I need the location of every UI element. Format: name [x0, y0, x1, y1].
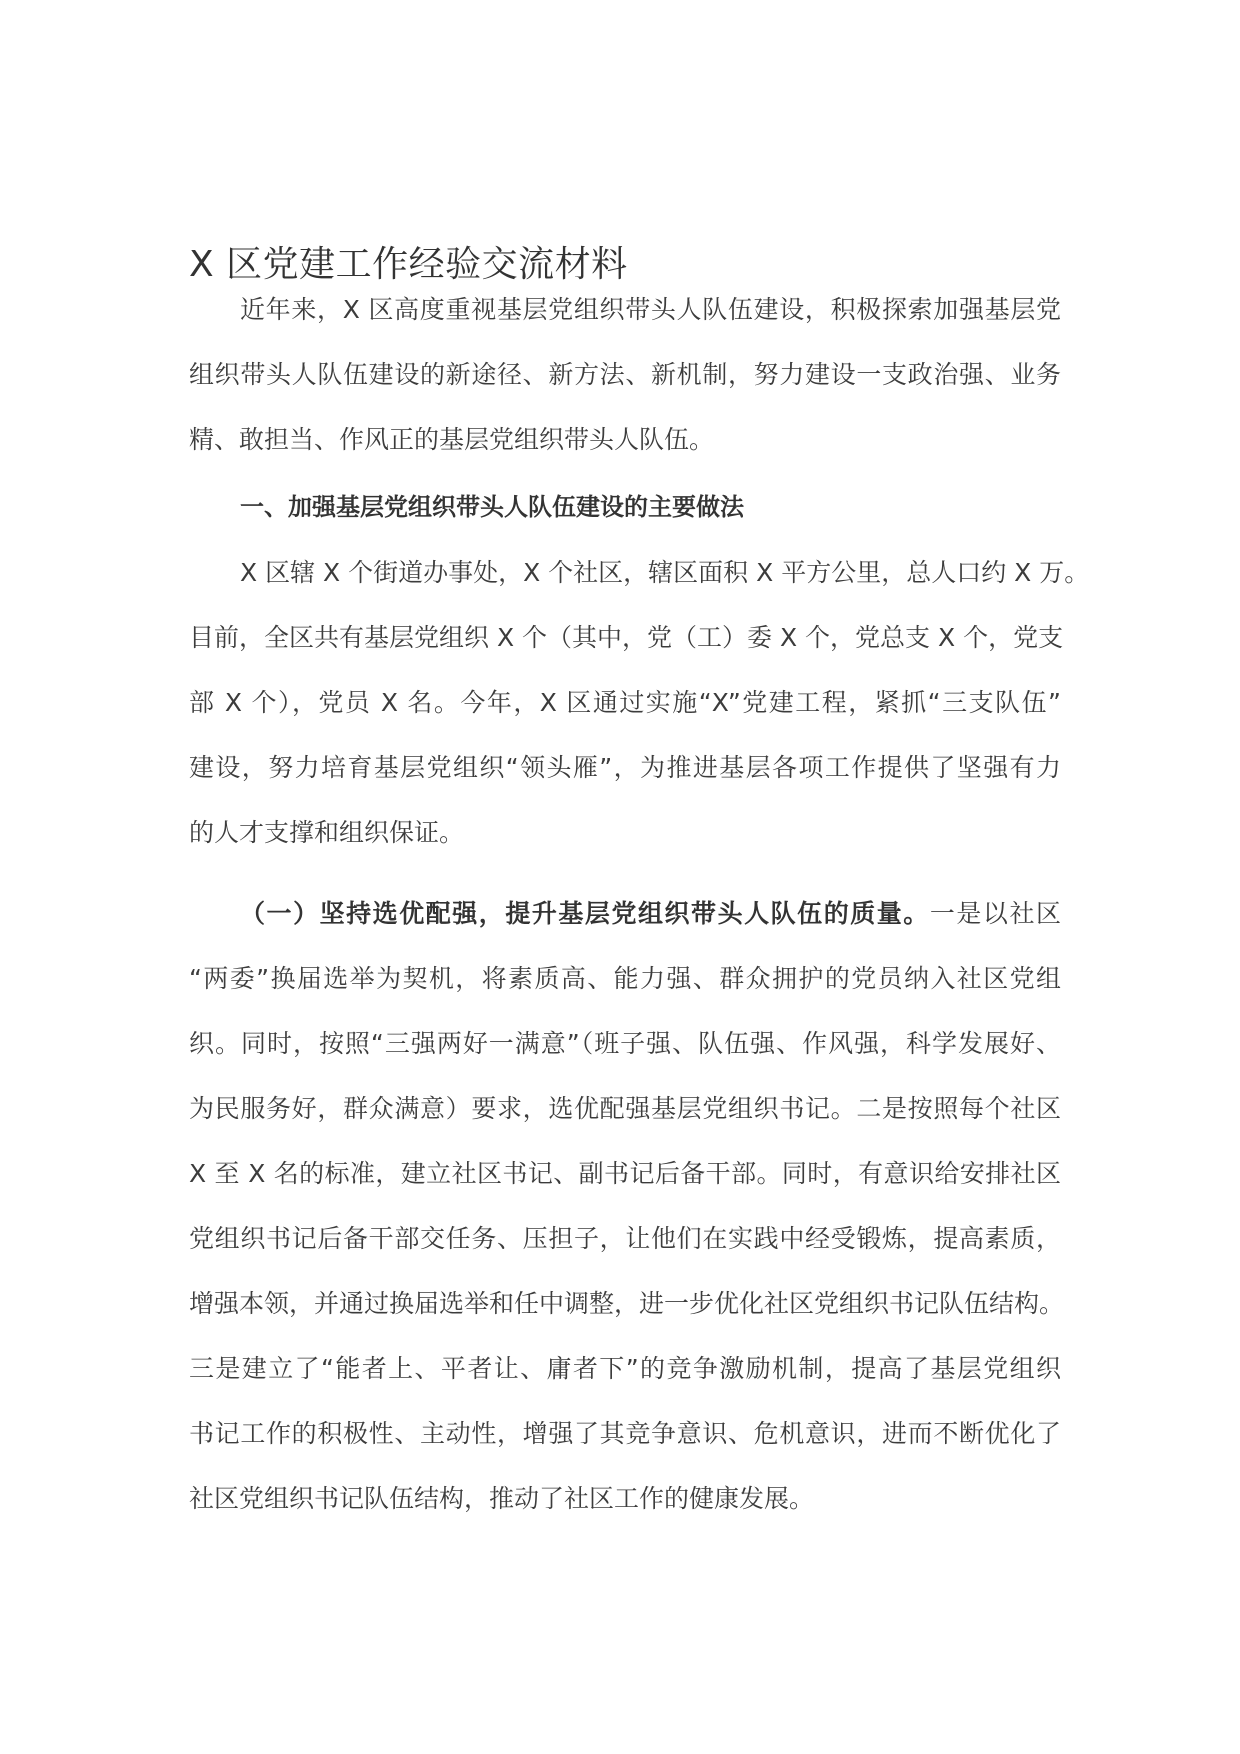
paragraph-line: 建设，努力培育基层党组织“领头雁”，为推进基层各项工作提供了坚强有力	[189, 753, 1061, 782]
subsection-heading: （一）坚持选优配强，提升基层党组织带头人队伍的质量。	[240, 899, 930, 928]
subsection-paragraph	[189, 896, 1065, 1517]
paragraph-text: 一是以社区	[929, 899, 1061, 928]
paragraph-line: 目前，全区共有基层党组织 X 个（其中，党（工）委 X 个，党总支 X 个，党支	[189, 623, 1064, 652]
paragraph-line: 的人才支撑和组织保证。	[189, 818, 465, 847]
paragraph-line: 织。同时，按照“三强两好一满意”（班子强、队伍强、作风强，科学发展好、	[189, 1029, 1061, 1058]
section-heading: 一、加强基层党组织带头人队伍建设的主要做法	[240, 493, 744, 521]
paragraph-line: 社区党组织书记队伍结构，推动了社区工作的健康发展。	[189, 1484, 815, 1513]
paragraph-line: X 区辖 X 个街道办事处，X 个社区，辖区面积 X 平方公里，总人口约 X 万。	[240, 558, 1090, 587]
paragraph-line: 近年来，X 区高度重视基层党组织带头人队伍建设，积极探索加强基层党	[240, 295, 1061, 324]
paragraph-line: 增强本领，并通过换届选举和任中调整，进一步优化社区党组织书记队伍结构。	[189, 1289, 1065, 1318]
paragraph-line	[189, 896, 1061, 932]
paragraph-line: X 至 X 名的标准，建立社区书记、副书记后备干部。同时，有意识给安排社区	[189, 1159, 1061, 1188]
paragraph-line: 部 X 个），党员 X 名。今年，X 区通过实施“X”党建工程，紧抓“三支队伍”	[189, 688, 1061, 717]
paragraph-line: 精、敢担当、作风正的基层党组织带头人队伍。	[189, 425, 715, 454]
paragraph-line: “两委”换届选举为契机，将素质高、能力强、群众拥护的党员纳入社区党组	[189, 964, 1061, 993]
paragraph-line: 三是建立了“能者上、平者让、庸者下”的竞争激励机制，提高了基层党组织	[189, 1354, 1061, 1383]
intro-paragraph	[189, 292, 1061, 458]
paragraph-line: 组织带头人队伍建设的新途径、新方法、新机制，努力建设一支政治强、业务	[189, 360, 1061, 389]
overview-paragraph	[189, 555, 1090, 851]
paragraph-line: 书记工作的积极性、主动性，增强了其竞争意识、危机意识，进而不断优化了	[189, 1419, 1061, 1448]
paragraph-line: 为民服务好，群众满意）要求，选优配强基层党组织书记。二是按照每个社区	[189, 1094, 1061, 1123]
paragraph-line: 党组织书记后备干部交任务、压担子，让他们在实践中经受锻炼，提高素质，	[189, 1224, 1061, 1253]
document-title: X 区党建工作经验交流材料	[189, 244, 628, 285]
